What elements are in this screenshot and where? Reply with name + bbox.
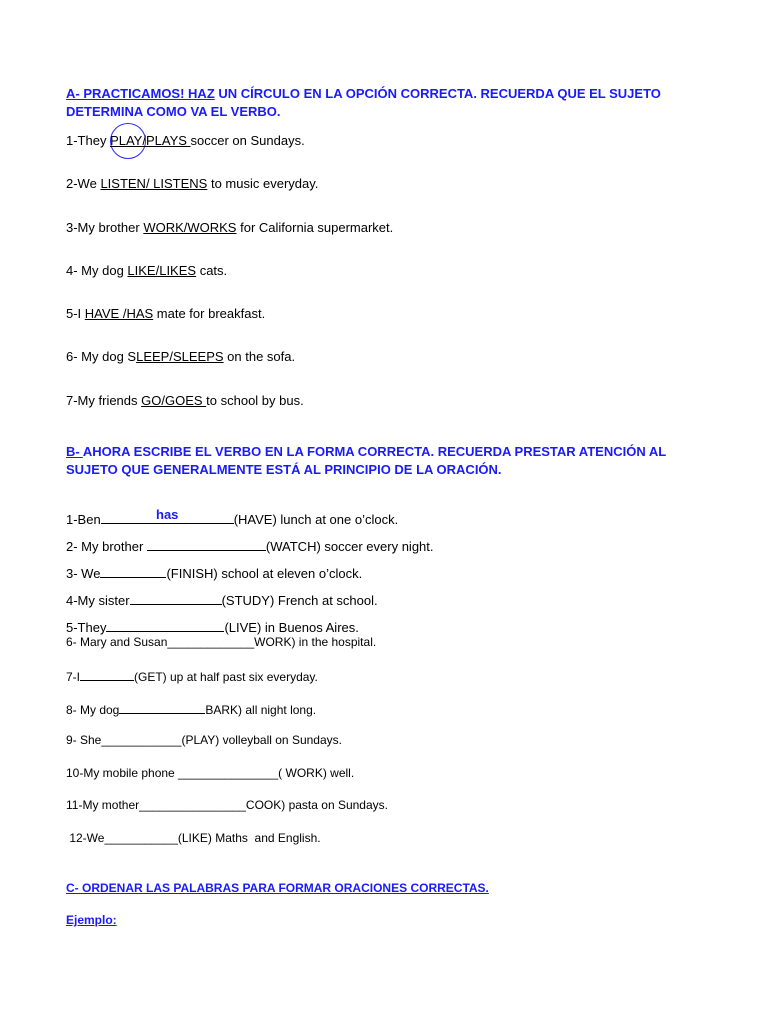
section-a-item-3: 3-My brother WORK/WORKS for California supermarket. xyxy=(66,220,394,235)
section-b-item-9: 9- She____________(PLAY) volleyball on Sundays. xyxy=(66,733,342,747)
section-a-item-6: 6- My dog SLEEP/SLEEPS on the sofa. xyxy=(66,349,296,364)
section-b-instruction: AHORA ESCRIBE EL VERBO EN LA FORMA CORRECTA. RECUERDA PRESTAR ATENCIÓN AL SUJETO QUE GENERALMENTE ESTÁ AL PRINCIPIO DE LA ORACIÓN. xyxy=(66,444,666,477)
answer-blank[interactable] xyxy=(106,619,224,632)
section-a-item-2: 2-We LISTEN/ LISTENS to music everyday. xyxy=(66,176,319,191)
section-b-item-12: 12-We___________(LIKE) Maths and English. xyxy=(66,831,321,845)
section-b-item-10: 10-My mobile phone _______________( WORK) well. xyxy=(66,766,355,780)
section-a-instruction: UN CÍRCULO EN LA OPCIÓN CORRECTA. RECUERDA QUE EL SUJETO DETERMINA COMO VA EL VERBO. xyxy=(66,86,661,119)
section-a-item-1: 1-They PLAY/PLAYS soccer on Sundays. xyxy=(66,133,305,148)
answer-blank[interactable] xyxy=(80,668,134,681)
answer-blank[interactable] xyxy=(101,507,234,524)
section-b-item-2: 2- My brother (WATCH) soccer every night. xyxy=(66,539,434,554)
section-b-item-7: 7-I (GET) up at half past six everyday. xyxy=(66,670,318,684)
section-c-heading: C- ORDENAR LAS PALABRAS PARA FORMAR ORACIONES CORRECTAS. xyxy=(66,881,489,895)
section-b-prefix: B- xyxy=(66,444,83,459)
section-b-item-8: 8- My dog BARK) all night long. xyxy=(66,703,317,717)
section-b-item-4: 4-My sister (STUDY) French at school. xyxy=(66,593,378,608)
filled-answer: has xyxy=(156,507,179,522)
section-a-heading xyxy=(66,85,716,121)
section-b-item-3: 3- We (FINISH) school at eleven o’clock. xyxy=(66,566,363,581)
section-b-item-6: 6- Mary and Susan_____________WORK) in the hospital. xyxy=(66,635,377,649)
section-b-item-1: 1-Ben has (HAVE) lunch at one o’clock. xyxy=(66,507,399,527)
answer-blank[interactable] xyxy=(100,565,166,578)
answer-blank[interactable] xyxy=(119,701,205,714)
section-b-heading xyxy=(66,443,716,479)
section-b-item-11: 11-My mother________________COOK) pasta on Sundays. xyxy=(66,798,388,812)
answer-blank[interactable] xyxy=(130,592,222,605)
section-a-item-7: 7-My friends GO/GOES to school by bus. xyxy=(66,393,304,408)
section-a-item-5: 5-I HAVE /HAS mate for breakfast. xyxy=(66,306,266,321)
section-a-item-4: 4- My dog LIKE/LIKES cats. xyxy=(66,263,228,278)
answer-blank[interactable] xyxy=(147,538,266,551)
example-label: Ejemplo: xyxy=(66,913,117,927)
section-a-prefix: A- PRACTICAMOS! HAZ xyxy=(66,86,215,101)
section-b-item-5: 5-They (LIVE) in Buenos Aires. xyxy=(66,620,359,635)
